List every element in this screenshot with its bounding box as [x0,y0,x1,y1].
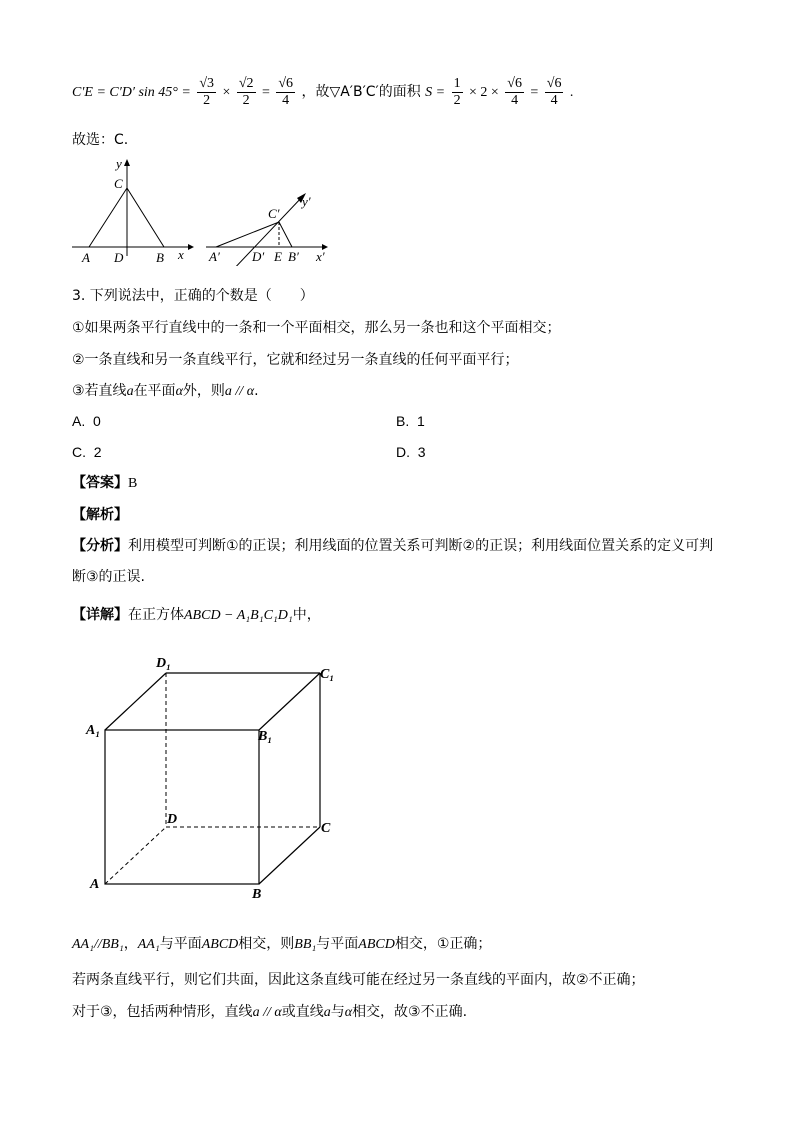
fraction: $\frac{√2}{2}$ [238,75,254,108]
label-A: A [90,877,100,892]
option-b[interactable]: B. 1 [396,413,425,429]
label-Ap: A′ [209,249,220,264]
option-c[interactable]: C. 2 [72,444,102,460]
label-A1: A₁ [86,723,101,738]
conclusion-1: AA₁//BB₁，AA₁与平面ABCD相交，则BB₁与平面ABCD相交，①正确； [72,936,492,952]
conclusion-2: 若两条直线平行，则它们共面，因此这条直线可能在经过另一条直线的平面内，故②不正确； [72,972,645,988]
label-E: E [274,249,282,264]
fraction: $\frac{√6}{4}$ [507,75,522,108]
formula-lhs: C′E = C′D′ sin 45° = [72,85,191,100]
label-D1: D₁ [156,656,171,671]
label-C: C [321,821,331,836]
formula-middle-text: ，故▽A′B′C′的面积 [301,84,421,100]
label-xp: x′ [316,249,325,264]
question-stem: 3. 下列说法中，正确的个数是（ ） [72,288,314,304]
fraction: $\frac{√6}{4}$ [546,75,562,108]
label-D: D [114,250,124,265]
label-A: A [82,250,90,265]
label-B1: B₁ [258,729,273,744]
x-axis-arrow [188,244,194,250]
label-B: B [156,250,164,265]
edge-a1d1 [105,673,166,730]
option-d[interactable]: D. 3 [396,444,426,460]
conclusion-3: 对于③，包括两种情形，直线a // α或直线a与α相交，故③不正确. [72,1004,468,1020]
previous-answer: 故选：C. [72,132,129,148]
figure-oblique-triangles [66,156,346,266]
fenxi-line-2: 断③的正误. [72,569,146,585]
label-Dp: D′ [252,249,265,264]
option-a[interactable]: A. 0 [72,413,101,429]
label-D: D [167,812,178,827]
label-x: x [178,247,184,262]
answer-value: B [128,476,138,491]
analysis-tag: 【解析】 [72,507,128,523]
answer-line [72,473,137,494]
label-C: C [114,176,123,191]
label-B: B [252,887,262,902]
label-Cp: C′ [268,206,280,221]
y-axis-arrow [124,159,130,166]
detail-line: 【详解】在正方体ABCD − A₁B₁C₁D₁中， [72,607,321,623]
fenxi-line-1: 【分析】利用模型可判断①的正误；利用线面的位置关系可判断②的正误；利用线面位置关系的定义可判 [72,538,714,554]
formula-line: C′E = C′D′ sin 45° = $\frac{√3}{2}$ × $\frac{√2}{2}$ = $\frac{√6}{4}$ ，故▽A′B′C′的面积 S = $\frac{1}{2}$ × 2 × $\frac{√6}{4}$ = $\frac{√6}{4}$ . [72,75,574,108]
statement-1: ①如果两条平行直线中的一条和一个平面相交，那么另一条也和这个平面相交； [72,320,561,336]
statement-2: ②一条直线和另一条直线平行，它就和经过另一条直线的任何平面平行； [72,352,519,368]
edge-bc [259,827,320,884]
label-C1: C₁ [320,667,335,682]
edge-b1c1 [259,673,320,730]
label-Bp: B′ [288,249,299,264]
hidden-edge-ad [105,827,166,884]
label-y: y [116,156,122,171]
figure-cube [84,652,354,902]
fraction: $\frac{1}{2}$ [453,75,461,108]
fraction: $\frac{√3}{2}$ [199,75,214,108]
answer-tag: 【答案】 [72,475,128,491]
fraction: $\frac{√6}{4}$ [278,75,293,108]
front-face [105,730,259,884]
statement-3: ③若直线a在平面α外，则a // α. [72,383,259,399]
label-yp: y′ [302,194,311,209]
triangle-apbpcp [216,222,292,247]
